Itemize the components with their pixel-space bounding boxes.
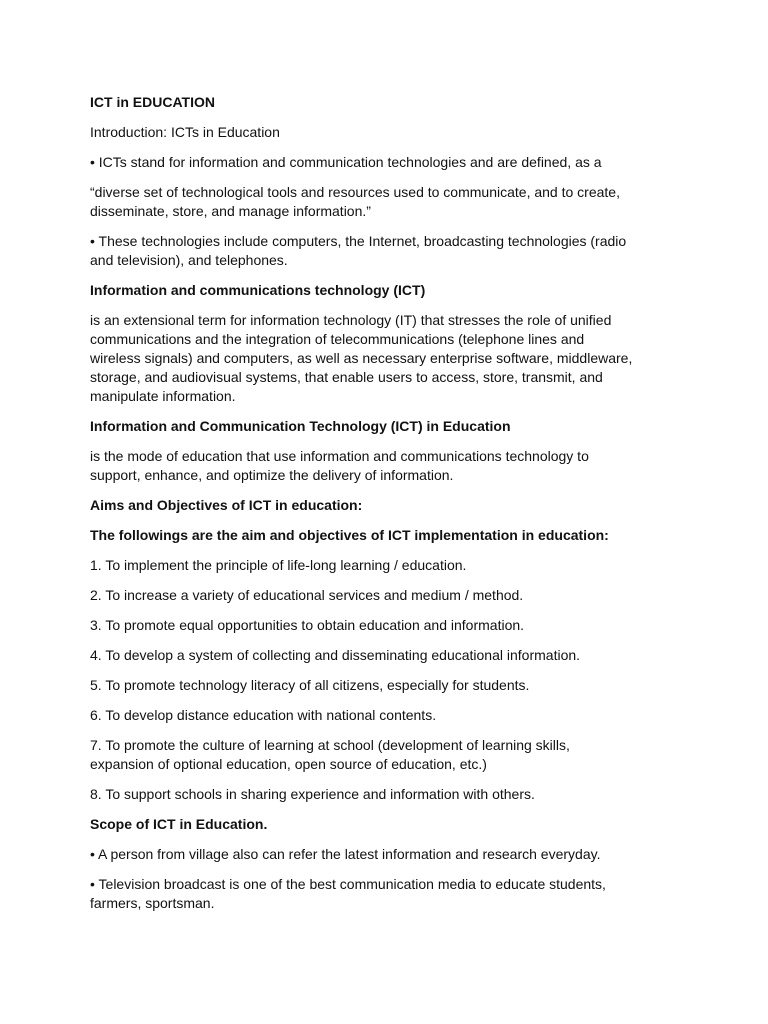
- ict-definition-quote: [90, 183, 690, 221]
- body-line: is an extensional term for information technology (IT) that stresses the role of unified: [90, 312, 612, 328]
- section-ict-education-body: [90, 447, 690, 485]
- scope-line: • Television broadcast is one of the best communication media to educate students,: [90, 876, 606, 892]
- body-line: is the mode of education that use information and communications technology to: [90, 448, 589, 464]
- scope-bullet: [90, 875, 690, 913]
- intro-heading: Introduction: ICTs in Education: [90, 124, 280, 140]
- aims-list-item: 2. To increase a variety of educational services and medium / method.: [90, 587, 524, 603]
- quote-line: disseminate, store, and manage information.”: [90, 203, 371, 219]
- scope-heading: Scope of ICT in Education.: [90, 816, 268, 832]
- list-line: expansion of optional education, open source of education, etc.): [90, 756, 487, 772]
- document-title: ICT in EDUCATION: [90, 94, 215, 110]
- list-line: 7. To promote the culture of learning at school (development of learning skills,: [90, 737, 570, 753]
- section-ict-body: [90, 311, 690, 406]
- body-line: storage, and audiovisual systems, that enable users to access, store, transmit, and: [90, 369, 603, 385]
- quote-line: “diverse set of technological tools and resources used to communicate, and to create,: [90, 184, 620, 200]
- bullet-line: • These technologies include computers, the Internet, broadcasting technologies (radio: [90, 233, 627, 249]
- bullet-line: and television), and telephones.: [90, 252, 288, 268]
- scope-line: farmers, sportsman.: [90, 895, 215, 911]
- aims-list-item: 6. To develop distance education with national contents.: [90, 707, 437, 723]
- section-ict-heading: Information and communications technology (ICT): [90, 282, 426, 298]
- body-line: support, enhance, and optimize the delivery of information.: [90, 467, 454, 483]
- aims-list-item: 3. To promote equal opportunities to obtain education and information.: [90, 617, 525, 633]
- aims-list-item: [90, 736, 690, 774]
- bullet-icts-definition: • ICTs stand for information and communication technologies and are defined, as a: [90, 154, 602, 170]
- aims-list-item: 4. To develop a system of collecting and disseminating educational information.: [90, 647, 581, 663]
- aims-list-item: 8. To support schools in sharing experience and information with others.: [90, 786, 535, 802]
- body-line: wireless signals) and computers, as well as necessary enterprise software, middleware,: [90, 350, 633, 366]
- section-ict-education-heading: Information and Communication Technology (ICT) in Education: [90, 418, 511, 434]
- body-line: communications and the integration of telecommunications (telephone lines and: [90, 331, 585, 347]
- body-line: manipulate information.: [90, 388, 236, 404]
- scope-bullet: • A person from village also can refer the latest information and research everyday.: [90, 846, 601, 862]
- aims-subheading: The followings are the aim and objectives of ICT implementation in education:: [90, 527, 609, 543]
- aims-list-item: 1. To implement the principle of life-long learning / education.: [90, 557, 467, 573]
- document-body: [90, 93, 690, 924]
- aims-heading: Aims and Objectives of ICT in education:: [90, 497, 363, 513]
- bullet-technologies-include: [90, 232, 690, 270]
- aims-list-item: 5. To promote technology literacy of all citizens, especially for students.: [90, 677, 530, 693]
